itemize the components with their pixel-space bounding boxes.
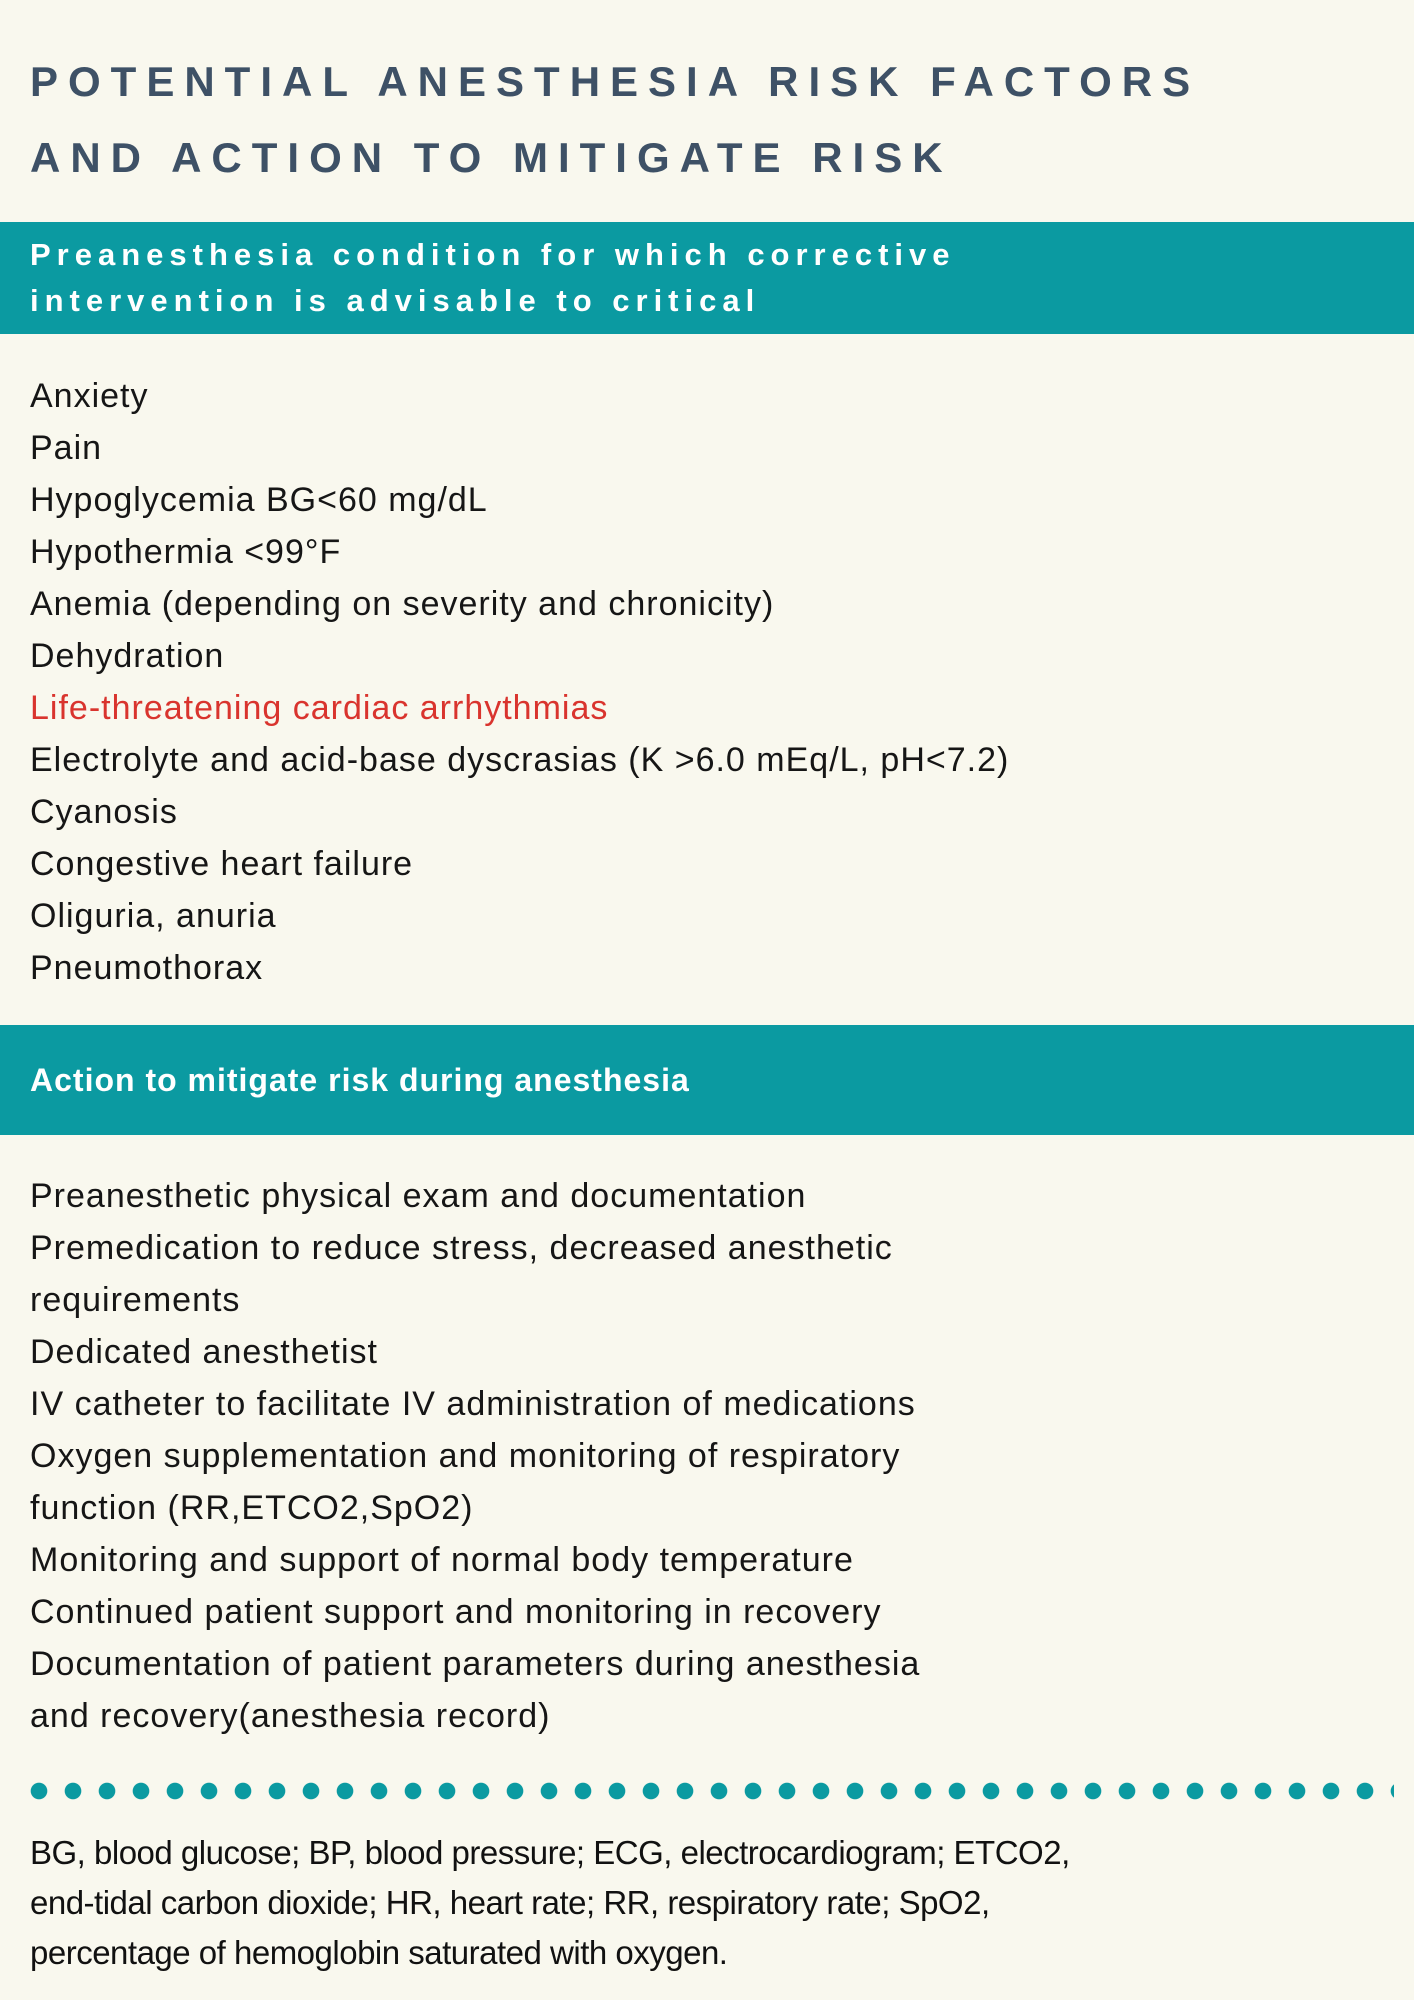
footnote-line-1: BG, blood glucose; BP, blood pressure; ECG, electrocardiogram; ETCO2, (30, 1834, 1070, 1871)
page-title-line-1: POTENTIAL ANESTHESIA RISK FACTORS (30, 58, 1201, 105)
action-line-preanesthetic-exam: Preanesthetic physical exam and documentation (30, 1177, 807, 1215)
condition-item-pneumothorax: Pneumothorax (30, 949, 264, 987)
action-line-recovery-monitoring: Continued patient support and monitoring in recovery (30, 1593, 882, 1631)
condition-item-anemia: Anemia (depending on severity and chronicity) (30, 585, 775, 623)
action-line-documentation-wrap: and recovery(anesthesia record) (30, 1697, 551, 1735)
condition-item-cardiac-arrhythmias: Life-threatening cardiac arrhythmias (30, 689, 609, 727)
action-line-iv-catheter: IV catheter to facilitate IV administration of medications (30, 1385, 916, 1423)
condition-item-hypoglycemia: Hypoglycemia BG<60 mg/dL (30, 481, 488, 519)
action-line-premedication: Premedication to reduce stress, decreased anesthetic (30, 1229, 893, 1267)
abbreviations-footnote (0, 1828, 1414, 1978)
footnote-line-2: end-tidal carbon dioxide; HR, heart rate; RR, respiratory rate; SpO2, (30, 1884, 990, 1921)
footnote-line-3: percentage of hemoglobin saturated with oxygen. (30, 1934, 728, 1971)
action-line-oxygen-supplementation: Oxygen supplementation and monitoring of respiratory (30, 1437, 901, 1475)
conditions-list (0, 334, 1414, 994)
conditions-section-header (0, 222, 1414, 334)
conditions-header-line-2: intervention is advisable to critical (30, 283, 761, 318)
actions-list (0, 1135, 1414, 1742)
actions-section-header (0, 1025, 1414, 1135)
condition-item-oliguria-anuria: Oliguria, anuria (30, 897, 277, 935)
condition-item-hypothermia: Hypothermia <99°F (30, 533, 342, 571)
action-line-dedicated-anesthetist: Dedicated anesthetist (30, 1333, 378, 1371)
condition-item-electrolyte-dyscrasias: Electrolyte and acid-base dyscrasias (K >6.0 mEq/L, pH<7.2) (30, 741, 1010, 779)
page-title (0, 0, 1414, 196)
action-line-premedication-wrap: requirements (30, 1281, 241, 1319)
condition-item-pain: Pain (30, 429, 103, 467)
conditions-header-line-1: Preanesthesia condition for which corrective (30, 237, 956, 272)
dotted-divider (30, 1782, 1394, 1800)
condition-item-cyanosis: Cyanosis (30, 793, 178, 831)
condition-item-dehydration: Dehydration (30, 637, 225, 675)
action-line-oxygen-supplementation-wrap: function (RR,ETCO2,SpO2) (30, 1489, 474, 1527)
action-line-temperature-monitoring: Monitoring and support of normal body temperature (30, 1541, 854, 1579)
condition-item-congestive-heart-failure: Congestive heart failure (30, 845, 414, 883)
page-title-line-2: AND ACTION TO MITIGATE RISK (30, 134, 953, 181)
action-line-documentation: Documentation of patient parameters during anesthesia (30, 1645, 921, 1683)
actions-header-label: Action to mitigate risk during anesthesia (30, 1061, 690, 1098)
condition-item-anxiety: Anxiety (30, 377, 149, 415)
